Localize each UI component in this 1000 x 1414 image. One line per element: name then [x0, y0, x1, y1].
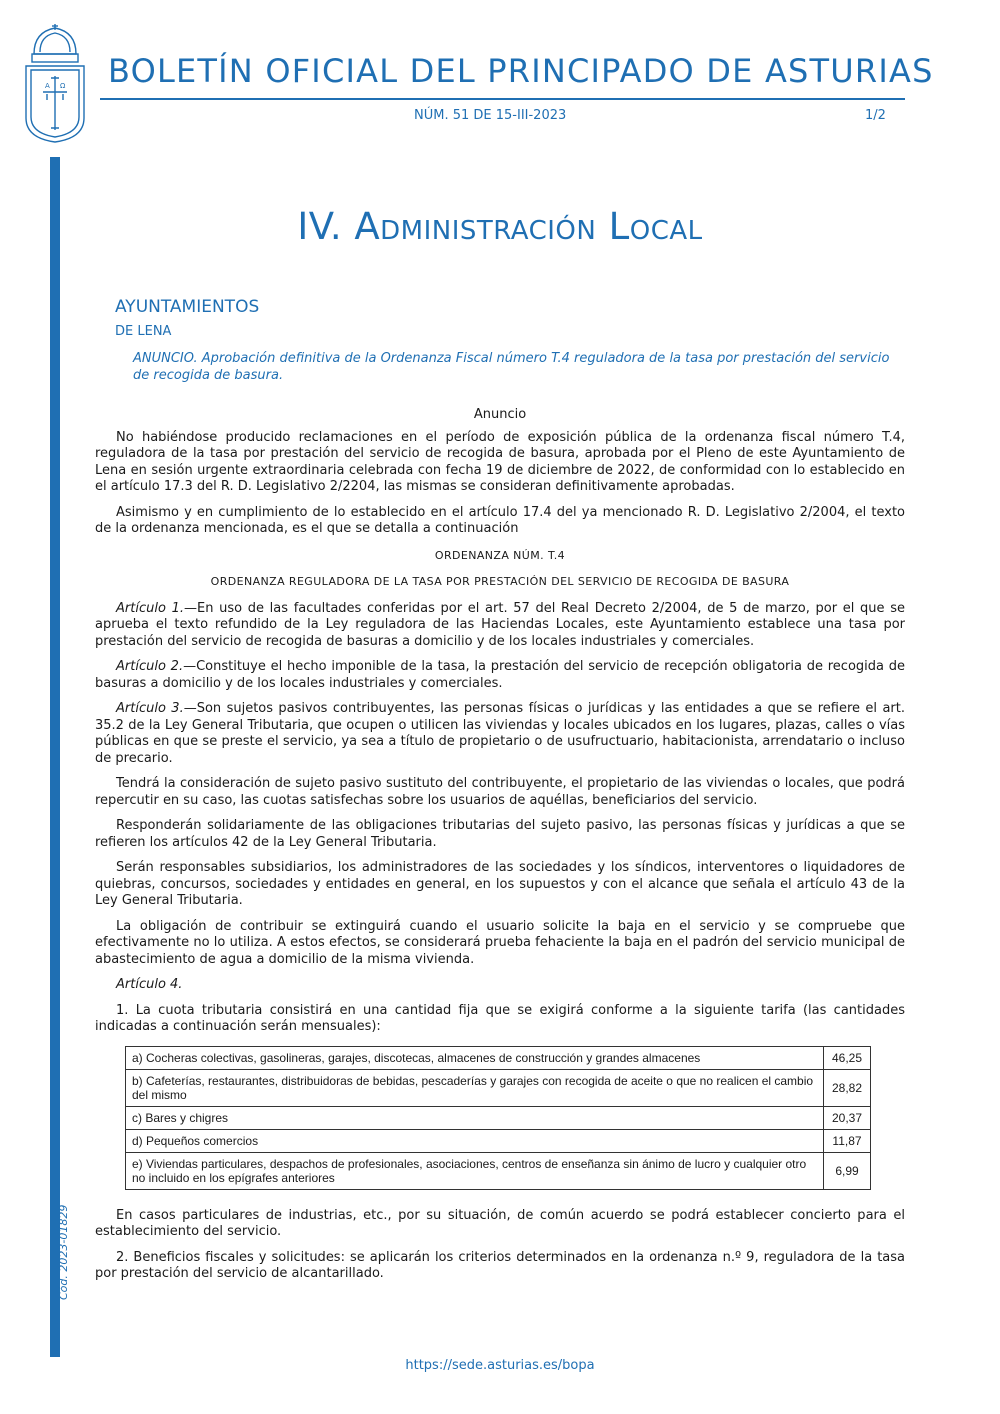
- category-heading: AYUNTAMIENTOS: [115, 297, 260, 317]
- announcement-summary: ANUNCIO. Aprobación definitiva de la Ordenanza Fiscal número T.4 reguladora de la tasa por prestación del servicio de recogida de basura.: [133, 351, 890, 383]
- article-3-paragraph: Responderán solidariamente de las obligaciones tributarias del sujeto pasivo, las personas físicas y jurídicas a que se refieren los artículos 42 de la Ley General Tributaria.: [95, 818, 905, 850]
- table-row: [126, 1152, 871, 1189]
- article-text: —Constituye el hecho imponible de la tasa, la prestación del servicio de recepción obligatoria de recogida de basuras a domicilio y de los locales industriales y comerciales.: [95, 659, 906, 691]
- article-4-paragraph: 1. La cuota tributaria consistirá en una cantidad fija que se exigirá conforme a la siguiente tarifa (las cantidades indicadas a continuación serán mensuales):: [95, 1002, 905, 1034]
- table-row: [126, 1106, 871, 1129]
- svg-text:A: A: [45, 82, 50, 90]
- tariff-label: c) Bares y chigres: [126, 1106, 824, 1129]
- ordinance-number: ORDENANZA NÚM. T.4: [434, 548, 566, 562]
- asturias-crest-icon: [20, 22, 90, 144]
- article-4-paragraph: 2. Beneficios fiscales y solicitudes: se aplicarán los criterios determinados en la ordenanza n.º 9, reguladora de la tasa por prestación del servicio de alcantarillado.: [95, 1249, 905, 1281]
- document-body: [95, 405, 905, 1292]
- announcement-heading: Anuncio: [473, 407, 527, 422]
- article-3-paragraph: Tendrá la consideración de sujeto pasivo sustituto del contribuyente, el propietario de las viviendas o locales, que podrá repercutir en su caso, las cuotas satisfechas sobre los usuarios de aquéllas, beneficiarios del servicio.: [95, 776, 905, 808]
- document-code: Cód. 2023-01829: [57, 1204, 70, 1300]
- intro-paragraph: No habiéndose producido reclamaciones en el período de exposición pública de la ordenanza fiscal número T.4, reguladora de la tasa por prestación del servicio de recogida de basura, aprobada por el Pleno de este Ayuntamiento de Lena en sesión urgente extraordinaria celebrada con fecha 19 de diciembre de 2022, de conformidad con lo establecido en el artículo 17.3 del R. D. Legislativo 2/2204, las mismas se consideran definitivamente aprobadas.: [95, 429, 905, 494]
- tariff-label: a) Cocheras colectivas, gasolineras, garajes, discotecas, almacenes de construcción y grandes almacenes: [126, 1046, 824, 1069]
- article-3-paragraph: La obligación de contribuir se extinguirá cuando el usuario solicite la baja en el servicio y se compruebe que efectivamente no lo utiliza. A estos efectos, se considerará prueba fehaciente la baja en el padrón del servicio municipal de abastecimiento de agua a domicilio de la misma vivienda.: [95, 918, 905, 967]
- table-row: [126, 1069, 871, 1106]
- tariff-amount: 28,82: [824, 1069, 871, 1106]
- article-label: Artículo 1.: [116, 600, 184, 616]
- journal-title: BOLETÍN OFICIAL DEL PRINCIPADO DE ASTURIAS: [108, 52, 934, 90]
- article-1: [95, 601, 905, 651]
- tariff-label: b) Cafeterías, restaurantes, distribuidoras de bebidas, pescaderías y garajes con recogida de aceite o que no realicen el cambio del mismo: [126, 1069, 824, 1106]
- tariff-amount: 11,87: [824, 1129, 871, 1152]
- article-label: Artículo 2.: [116, 659, 184, 674]
- table-row: [126, 1046, 871, 1069]
- article-4-label: Artículo 4.: [116, 977, 183, 992]
- article-text: —En uso de las facultades conferidas por el art. 57 del Real Decreto 2/2004, de 5 de marzo, por el que se aprueba el texto refundido de la Ley reguladora de las Haciendas Locales, este Ayuntamiento establece una tasa por prestación del servicio de recogida de basuras a domicilio y de los locales industriales y comerciales.: [95, 600, 905, 649]
- article-text: —Son sujetos pasivos contribuyentes, las personas físicas o jurídicas y las entidades a que se refiere el art. 35.2 de la Ley General Tributaria, que ocupen o utilicen las viviendas y locales ubicados en los lugares, plazas, calles o vías públicas en que se preste el servicio, ya sea a título de propietario o de usufructuario, habitacionista, arrendatario o incluso de precario.: [95, 701, 905, 766]
- table-row: [126, 1129, 871, 1152]
- article-2: [95, 659, 905, 692]
- tariff-amount: 6,99: [824, 1152, 871, 1189]
- tariff-amount: 46,25: [824, 1046, 871, 1069]
- svg-text:Ω: Ω: [60, 82, 66, 90]
- article-4-paragraph: En casos particulares de industrias, etc., por su situación, de común acuerdo se podrá establecer concierto para el establecimiento del servicio.: [95, 1207, 905, 1239]
- section-title: IV. Administración Local: [297, 205, 703, 248]
- tariff-amount: 20,37: [824, 1106, 871, 1129]
- article-label: Artículo 3.: [116, 701, 184, 716]
- article-3: [95, 701, 905, 767]
- entity-heading: DE LENA: [115, 324, 172, 339]
- tariff-label: d) Pequeños comercios: [126, 1129, 824, 1152]
- footer-url-link[interactable]: https://sede.asturias.es/bopa: [405, 1358, 595, 1373]
- tariff-label: e) Viviendas particulares, despachos de profesionales, asociaciones, centros de enseñanza sin ánimo de lucro y cualquier otro no incluido en los epígrafes anteriores: [126, 1152, 824, 1189]
- tariff-table: [125, 1046, 871, 1190]
- page-number: 1/2: [865, 108, 886, 123]
- article-3-paragraph: Serán responsables subsidiarios, los administradores de las sociedades y los síndicos, interventores o liquidadores de quiebras, concursos, sociedades y entidades en general, en los supuestos y con el alcance que señala el artículo 43 de la Ley General Tributaria.: [95, 860, 905, 908]
- header-divider: [100, 98, 905, 100]
- intro-paragraph: Asimismo y en cumplimiento de lo establecido en el artículo 17.4 del ya mencionado R. D. Legislativo 2/2004, el texto de la ordenanza mencionada, es el que se detalla a continuación: [95, 504, 905, 536]
- sidebar-bar: [50, 157, 60, 1357]
- issue-number: NÚM. 51 DE 15-III-2023: [414, 108, 567, 123]
- ordinance-title: ORDENANZA REGULADORA DE LA TASA POR PRESTACIÓN DEL SERVICIO DE RECOGIDA DE BASURA: [210, 575, 790, 588]
